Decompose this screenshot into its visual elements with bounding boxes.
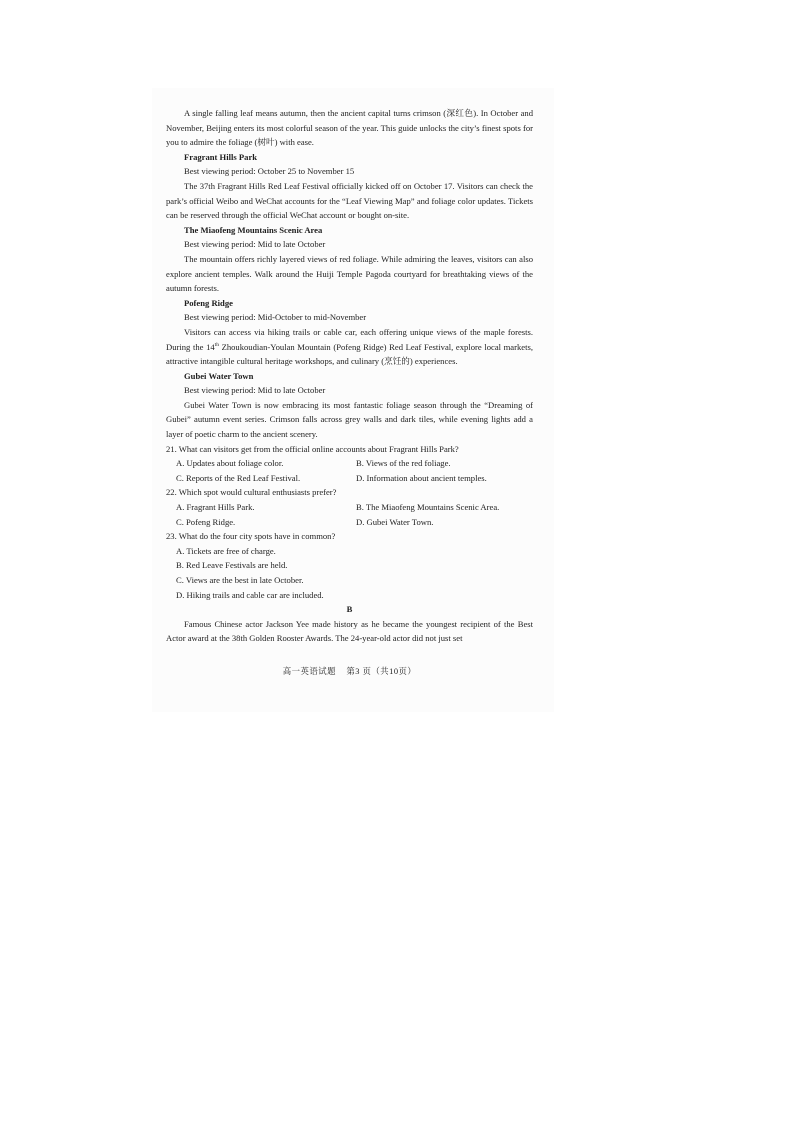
spot-text-pofeng-part1: Visitors can access via hiking trails or cable car, each offering unique views of the maple forests. During the 14 [166, 326, 533, 352]
spot-heading-gubei: Gubei Water Town [184, 370, 254, 381]
section-b-paragraph: Famous Chinese actor Jackson Yee made history as he became the youngest recipient of the Best Actor award at the 38th Golden Rooster Awards. The 24-year-old actor did not just set [166, 618, 533, 644]
question-22-stem: 22. Which spot would cultural enthusiasts prefer? [166, 487, 337, 498]
question-21-stem: 21. What can visitors get from the official online accounts about Fragrant Hills Park? [166, 443, 459, 454]
spot-text-gubei: Gubei Water Town is now embracing its most fantastic foliage season through the “Dreaming of Gubei” autumn event series. Crimson falls across grey walls and dark tiles, while evening lights add a layer of poetic charm to the ancient scenery. [166, 399, 533, 440]
spot-heading-miaofeng: The Miaofeng Mountains Scenic Area [184, 224, 323, 235]
footer-page-number: 第3 页（共10页） [346, 667, 417, 676]
question-21-options-row1 [166, 456, 533, 471]
spot-period-pofeng: Best viewing period: Mid-October to mid-November [184, 312, 367, 323]
option-21-a: A. Updates about foliage color. [176, 458, 284, 469]
ordinal-suffix: th [214, 341, 219, 348]
spot-heading-pofeng: Pofeng Ridge [184, 297, 233, 308]
option-21-c: C. Reports of the Red Leaf Festival. [176, 472, 301, 483]
spot-period-fragrant-hills: Best viewing period: October 25 to November 15 [184, 166, 355, 177]
question-22-options-row2 [166, 515, 533, 530]
page-footer [166, 665, 533, 677]
question-22-options-row1 [166, 500, 533, 515]
spot-text-miaofeng: The mountain offers richly layered views of red foliage. While admiring the leaves, visitors can also explore ancient temples. Walk around the Huiji Temple Pagoda courtyard for breathtaking views of the autumn forests. [166, 253, 533, 294]
footer-exam-title: 高一英语试题 [282, 667, 336, 676]
option-22-a: A. Fragrant Hills Park. [176, 502, 255, 513]
option-21-d: D. Information about ancient temples. [356, 472, 487, 483]
option-22-c: C. Pofeng Ridge. [176, 516, 236, 527]
section-b-heading: B [346, 604, 353, 615]
option-22-b: B. The Miaofeng Mountains Scenic Area. [356, 502, 500, 513]
question-23-stem: 23. What do the four city spots have in common? [166, 531, 336, 542]
option-23-b: B. Red Leave Festivals are held. [176, 560, 288, 571]
spot-heading-fragrant-hills: Fragrant Hills Park [184, 151, 258, 162]
option-23-c: C. Views are the best in late October. [176, 575, 304, 585]
spot-text-fragrant-hills: The 37th Fragrant Hills Red Leaf Festival officially kicked off on October 17. Visitors can check the park’s official Weibo and WeChat accounts for the “Leaf Viewing Map” and foliage color updates. Tickets can be reserved through the official WeChat account or bought on-site. [166, 180, 533, 221]
option-21-b: B. Views of the red foliage. [356, 458, 451, 469]
intro-paragraph: A single falling leaf means autumn, then the ancient capital turns crimson (深红色). In October and November, Beijing enters its most colorful season of the year. This guide unlocks the city’s finest spots for you to admire the foliage (树叶) with ease. [166, 108, 533, 148]
option-22-d: D. Gubei Water Town. [356, 516, 434, 527]
question-21-options-row2 [166, 471, 533, 486]
spot-period-gubei: Best viewing period: Mid to late October [184, 385, 326, 396]
option-23-d: D. Hiking trails and cable car are included. [176, 589, 324, 600]
spot-period-miaofeng: Best viewing period: Mid to late October [184, 239, 326, 250]
spot-text-pofeng [166, 325, 533, 369]
spot-text-pofeng-part2: Zhoukoudian-Youlan Mountain (Pofeng Ridge) Red Leaf Festival, explore local markets, attractive intangible cultural heritage workshops, and culinary (烹饪的) experiences. [166, 341, 533, 367]
page-content [166, 106, 533, 646]
option-23-a: A. Tickets are free of charge. [176, 545, 276, 556]
